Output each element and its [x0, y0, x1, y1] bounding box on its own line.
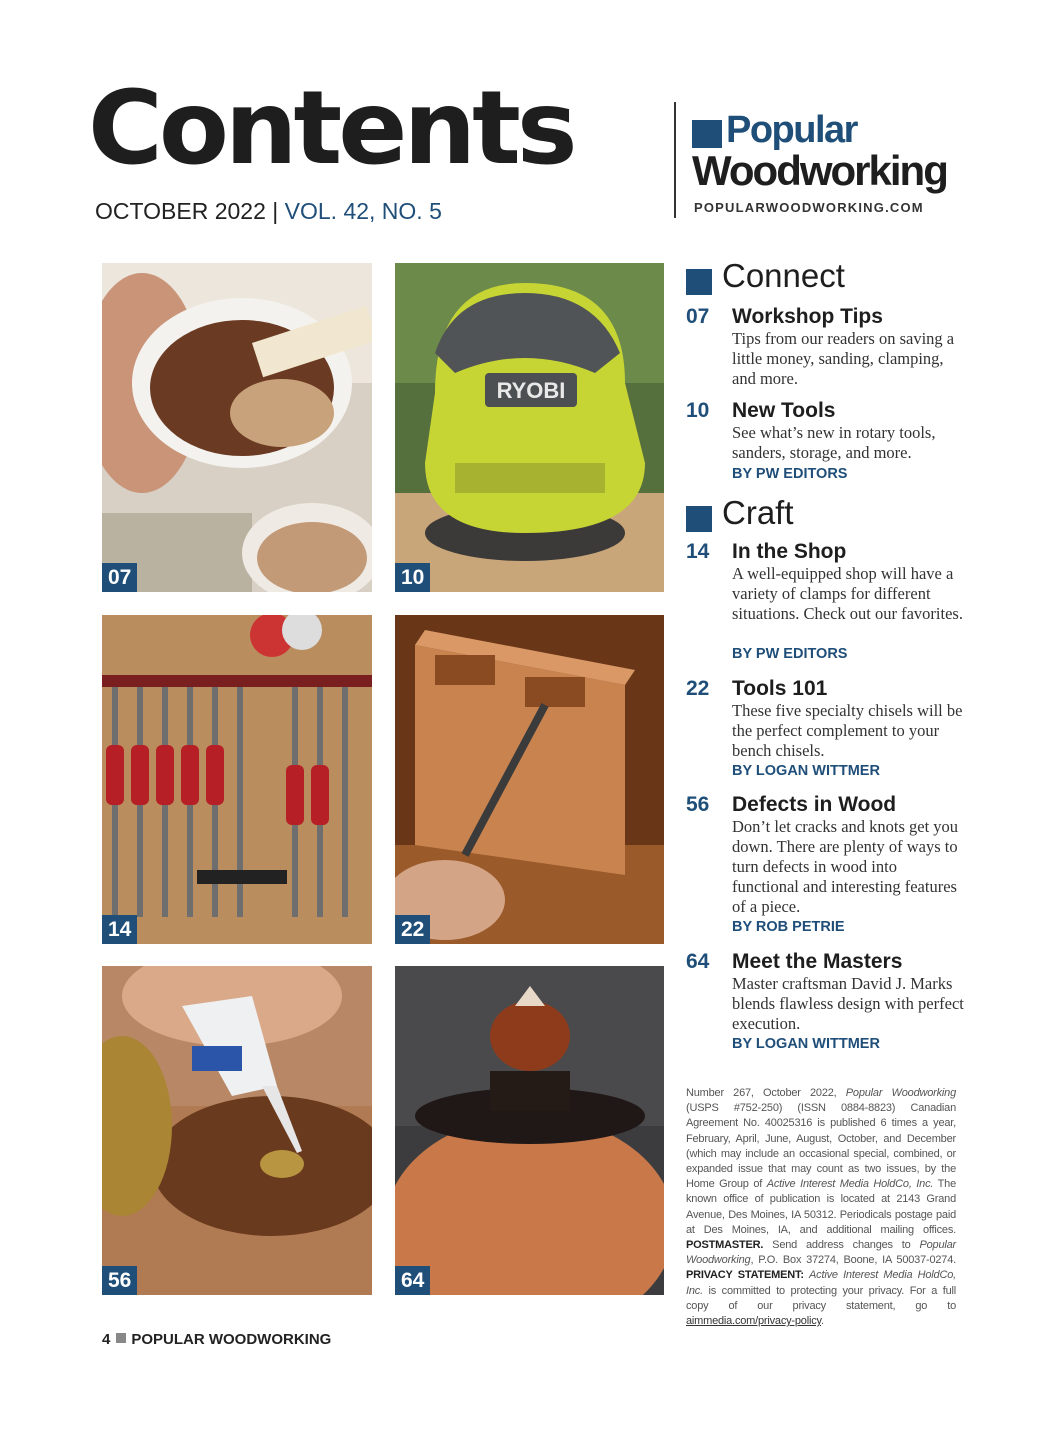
- toc-entry-defects-in-wood[interactable]: [686, 793, 976, 939]
- entry-page-number: 14: [686, 540, 710, 563]
- fineprint-bold: PRIVACY STATEMENT:: [686, 1269, 804, 1282]
- entry-page-number: 64: [686, 950, 710, 973]
- publication-fineprint: [686, 1086, 956, 1329]
- page-badge: 56: [102, 1266, 137, 1295]
- toc-entry-workshop-tips[interactable]: [686, 305, 976, 395]
- sander-brand-text: RYOBI: [496, 378, 566, 403]
- page-badge: 14: [102, 915, 137, 944]
- entry-title: New Tools: [732, 399, 836, 422]
- entry-title: Workshop Tips: [732, 305, 883, 328]
- brand-name-line2: Woodworking: [692, 147, 947, 194]
- photo-workshop-tips[interactable]: [102, 263, 372, 592]
- glue-bottle-image: [102, 966, 372, 1295]
- privacy-policy-link[interactable]: aimmedia.com/privacy-policy: [686, 1315, 821, 1328]
- page-badge: 22: [395, 915, 430, 944]
- page-badge: 64: [395, 1266, 430, 1295]
- page-footer: [102, 1331, 331, 1348]
- entry-page-number: 07: [686, 305, 710, 328]
- fineprint-italic: Popular Woodworking: [686, 1239, 956, 1267]
- entry-title: Tools 101: [732, 677, 828, 700]
- fineprint-bold: POSTMASTER.: [686, 1239, 764, 1252]
- section-square-icon: [686, 506, 712, 532]
- photo-in-the-shop[interactable]: [102, 615, 372, 944]
- toc-entry-in-the-shop[interactable]: [686, 540, 976, 666]
- page-title: Contents: [88, 69, 574, 188]
- sander-image: [395, 263, 664, 592]
- fineprint-text: Send address changes to: [763, 1239, 920, 1252]
- entry-title: Defects in Wood: [732, 793, 897, 816]
- turned-vessel-image: [395, 966, 664, 1295]
- photo-tools-101[interactable]: [395, 615, 664, 944]
- fineprint-text: , P.O. Box 37274, Boone, IA 50037-0274.: [750, 1254, 956, 1267]
- toc-entry-tools-101[interactable]: [686, 677, 976, 783]
- entry-byline: BY ROB PETRIE: [732, 919, 845, 935]
- entry-page-number: 56: [686, 793, 710, 816]
- entry-description: Don’t let cracks and knots get you down. There are plenty of ways to turn defects in wood into functional and interesting features of a piece.: [732, 817, 959, 916]
- page-badge: 07: [102, 563, 137, 592]
- entry-byline: BY LOGAN WITTMER: [732, 763, 880, 779]
- fineprint-text: (USPS #752-250) (ISSN 0884-8823) Canadian Agreement No. 40025316 is published 6 times a year, February, April, June, August, October, and December (which may include an occasional special, combined, or expanded issue that may count as two issues, by the Home Group of: [686, 1102, 956, 1191]
- page-badge: 10: [395, 563, 430, 592]
- section-title: Connect: [722, 257, 845, 294]
- issue-volume: VOL. 42, NO. 5: [284, 198, 442, 224]
- photo-new-tools[interactable]: [395, 263, 664, 592]
- website-url: POPULARWOODWORKING.COM: [694, 200, 924, 215]
- issue-line: [95, 198, 442, 225]
- entry-byline: BY LOGAN WITTMER: [732, 1036, 880, 1052]
- fineprint-text: The known office of publication is located at 2143 Grand Avenue, Des Moines, IA 50312. Periodicals postage paid at Des Moines, IA, and additional mailing offices.: [686, 1178, 956, 1236]
- filler-cup-image: [102, 263, 372, 592]
- entry-description: Master craftsman David J. Marks blends flawless design with perfect execution.: [732, 974, 964, 1033]
- fineprint-text: .: [821, 1315, 824, 1328]
- fineprint-italic: Popular Woodworking: [845, 1087, 957, 1099]
- fineprint-italic: Active Interest Media HoldCo, Inc.: [686, 1269, 956, 1297]
- entry-page-number: 22: [686, 677, 710, 700]
- fineprint-italic: Active Interest Media HoldCo, Inc.: [766, 1178, 934, 1191]
- entry-byline: BY PW EDITORS: [732, 646, 848, 662]
- issue-separator: |: [272, 198, 279, 224]
- entry-description: See what’s new in rotary tools, sanders, storage, and more.: [732, 423, 936, 462]
- entry-description: Tips from our readers on saving a little money, sanding, clamping, and more.: [732, 329, 955, 388]
- fineprint-text: is committed to protecting your privacy. For a full copy of our privacy statement, go to: [686, 1284, 956, 1312]
- section-square-icon: [686, 269, 712, 295]
- entry-description: A well-equipped shop will have a variety of clamps for different situations. Check out our favorites.: [732, 564, 963, 623]
- footer-publication: POPULAR WOODWORKING: [131, 1331, 332, 1348]
- footer-square-icon: [116, 1333, 126, 1343]
- logo-square-icon: [692, 120, 722, 148]
- toc-entry-new-tools[interactable]: [686, 399, 976, 487]
- footer-page-number: 4: [102, 1331, 111, 1348]
- entry-title: In the Shop: [732, 540, 847, 563]
- toc-entry-meet-the-masters[interactable]: [686, 950, 976, 1056]
- section-title: Craft: [722, 494, 794, 531]
- entry-byline: BY PW EDITORS: [732, 466, 848, 482]
- chisel-image: [395, 615, 664, 944]
- photo-meet-the-masters[interactable]: [395, 966, 664, 1295]
- brand-name-line1: Popular: [726, 109, 857, 151]
- entry-page-number: 10: [686, 399, 710, 422]
- issue-date: OCTOBER 2022: [95, 198, 266, 224]
- entry-description: These five specialty chisels will be the perfect complement to your bench chisels.: [732, 701, 963, 760]
- fineprint-text: Number 267, October 2022,: [686, 1087, 846, 1099]
- clamp-rack-image: [102, 615, 372, 944]
- entry-title: Meet the Masters: [732, 950, 903, 973]
- photo-defects-in-wood[interactable]: [102, 966, 372, 1295]
- masthead-divider: [674, 102, 676, 218]
